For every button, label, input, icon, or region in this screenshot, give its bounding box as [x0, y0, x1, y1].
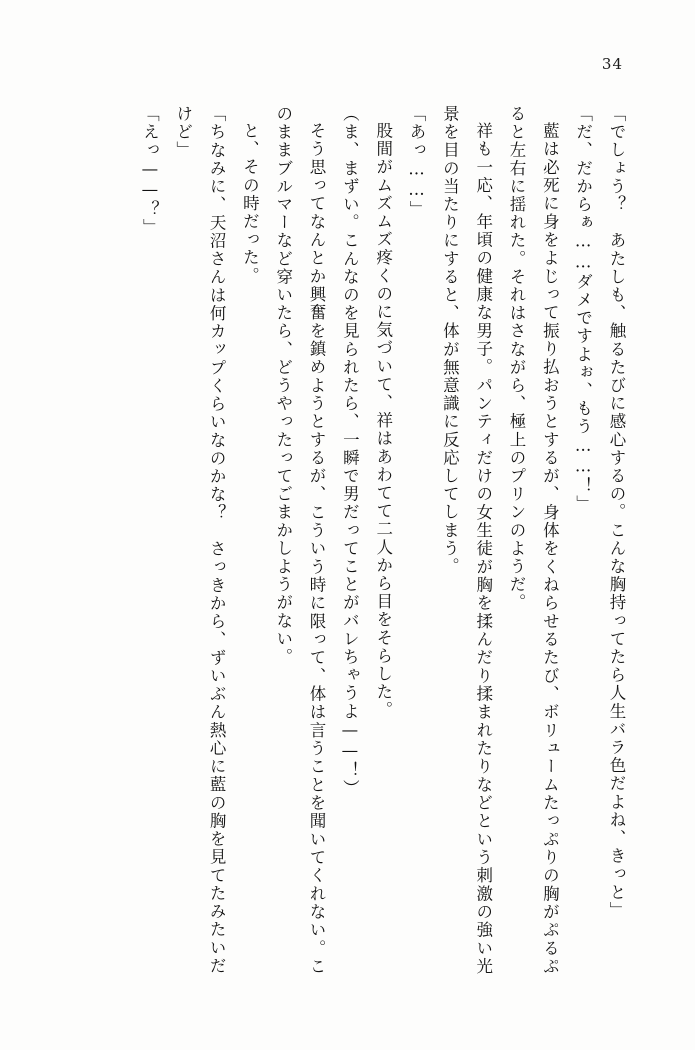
paragraph: そう思ってなんとか興奮を鎮めようとするが、こういう時に限って、体は言うことを聞いてくれない。このままブルマーなど穿いたら、どうやったってごまかしようがない。 [273, 105, 327, 975]
paragraph: 藍は必死に身をよじって振り払おうとするが、身体をくねらせるたび、ボリュームたっぷりの胸がぷるぷると左右に揺れた。それはさながら、極上のプリンのようだ。 [507, 105, 560, 975]
paragraph: 股間がムズムズ疼くのに気づいて、祥はあわてて二人から目をそらした。 [373, 121, 393, 719]
paragraph: 「ちなみに、天沼さんは何カップくらいなのかな？ さっきから、ずいぶん熱心に藍の胸を見てたみたいだけど」 [173, 105, 227, 975]
paragraph: 「だ、だからぁ……ダメですよぉ、もう……！」 [573, 105, 593, 514]
paragraph: 祥も一応、年頃の健康な男子。パンティだけの女生徒が胸を揉んだり揉まれたりなどという刺激の強い光景を目の当たりにすると、体が無意識に反応してしまう。 [440, 105, 493, 975]
page-number: 34 [601, 55, 623, 73]
paragraph: 「あっ……」 [407, 105, 427, 219]
page-body [78, 105, 633, 975]
paragraph: 「えっ——？」 [140, 105, 160, 237]
paragraph: 「でしょう？ あたしも、触るたびに感心するの。こんな胸持ってたら人生バラ色だよね、きっと」 [607, 105, 626, 920]
paragraph: （ま、まずい。こんなのを見られたら、一瞬で男だってことがバレちゃうよ——！） [340, 105, 360, 798]
paragraph: と、その時だった。 [240, 121, 260, 285]
